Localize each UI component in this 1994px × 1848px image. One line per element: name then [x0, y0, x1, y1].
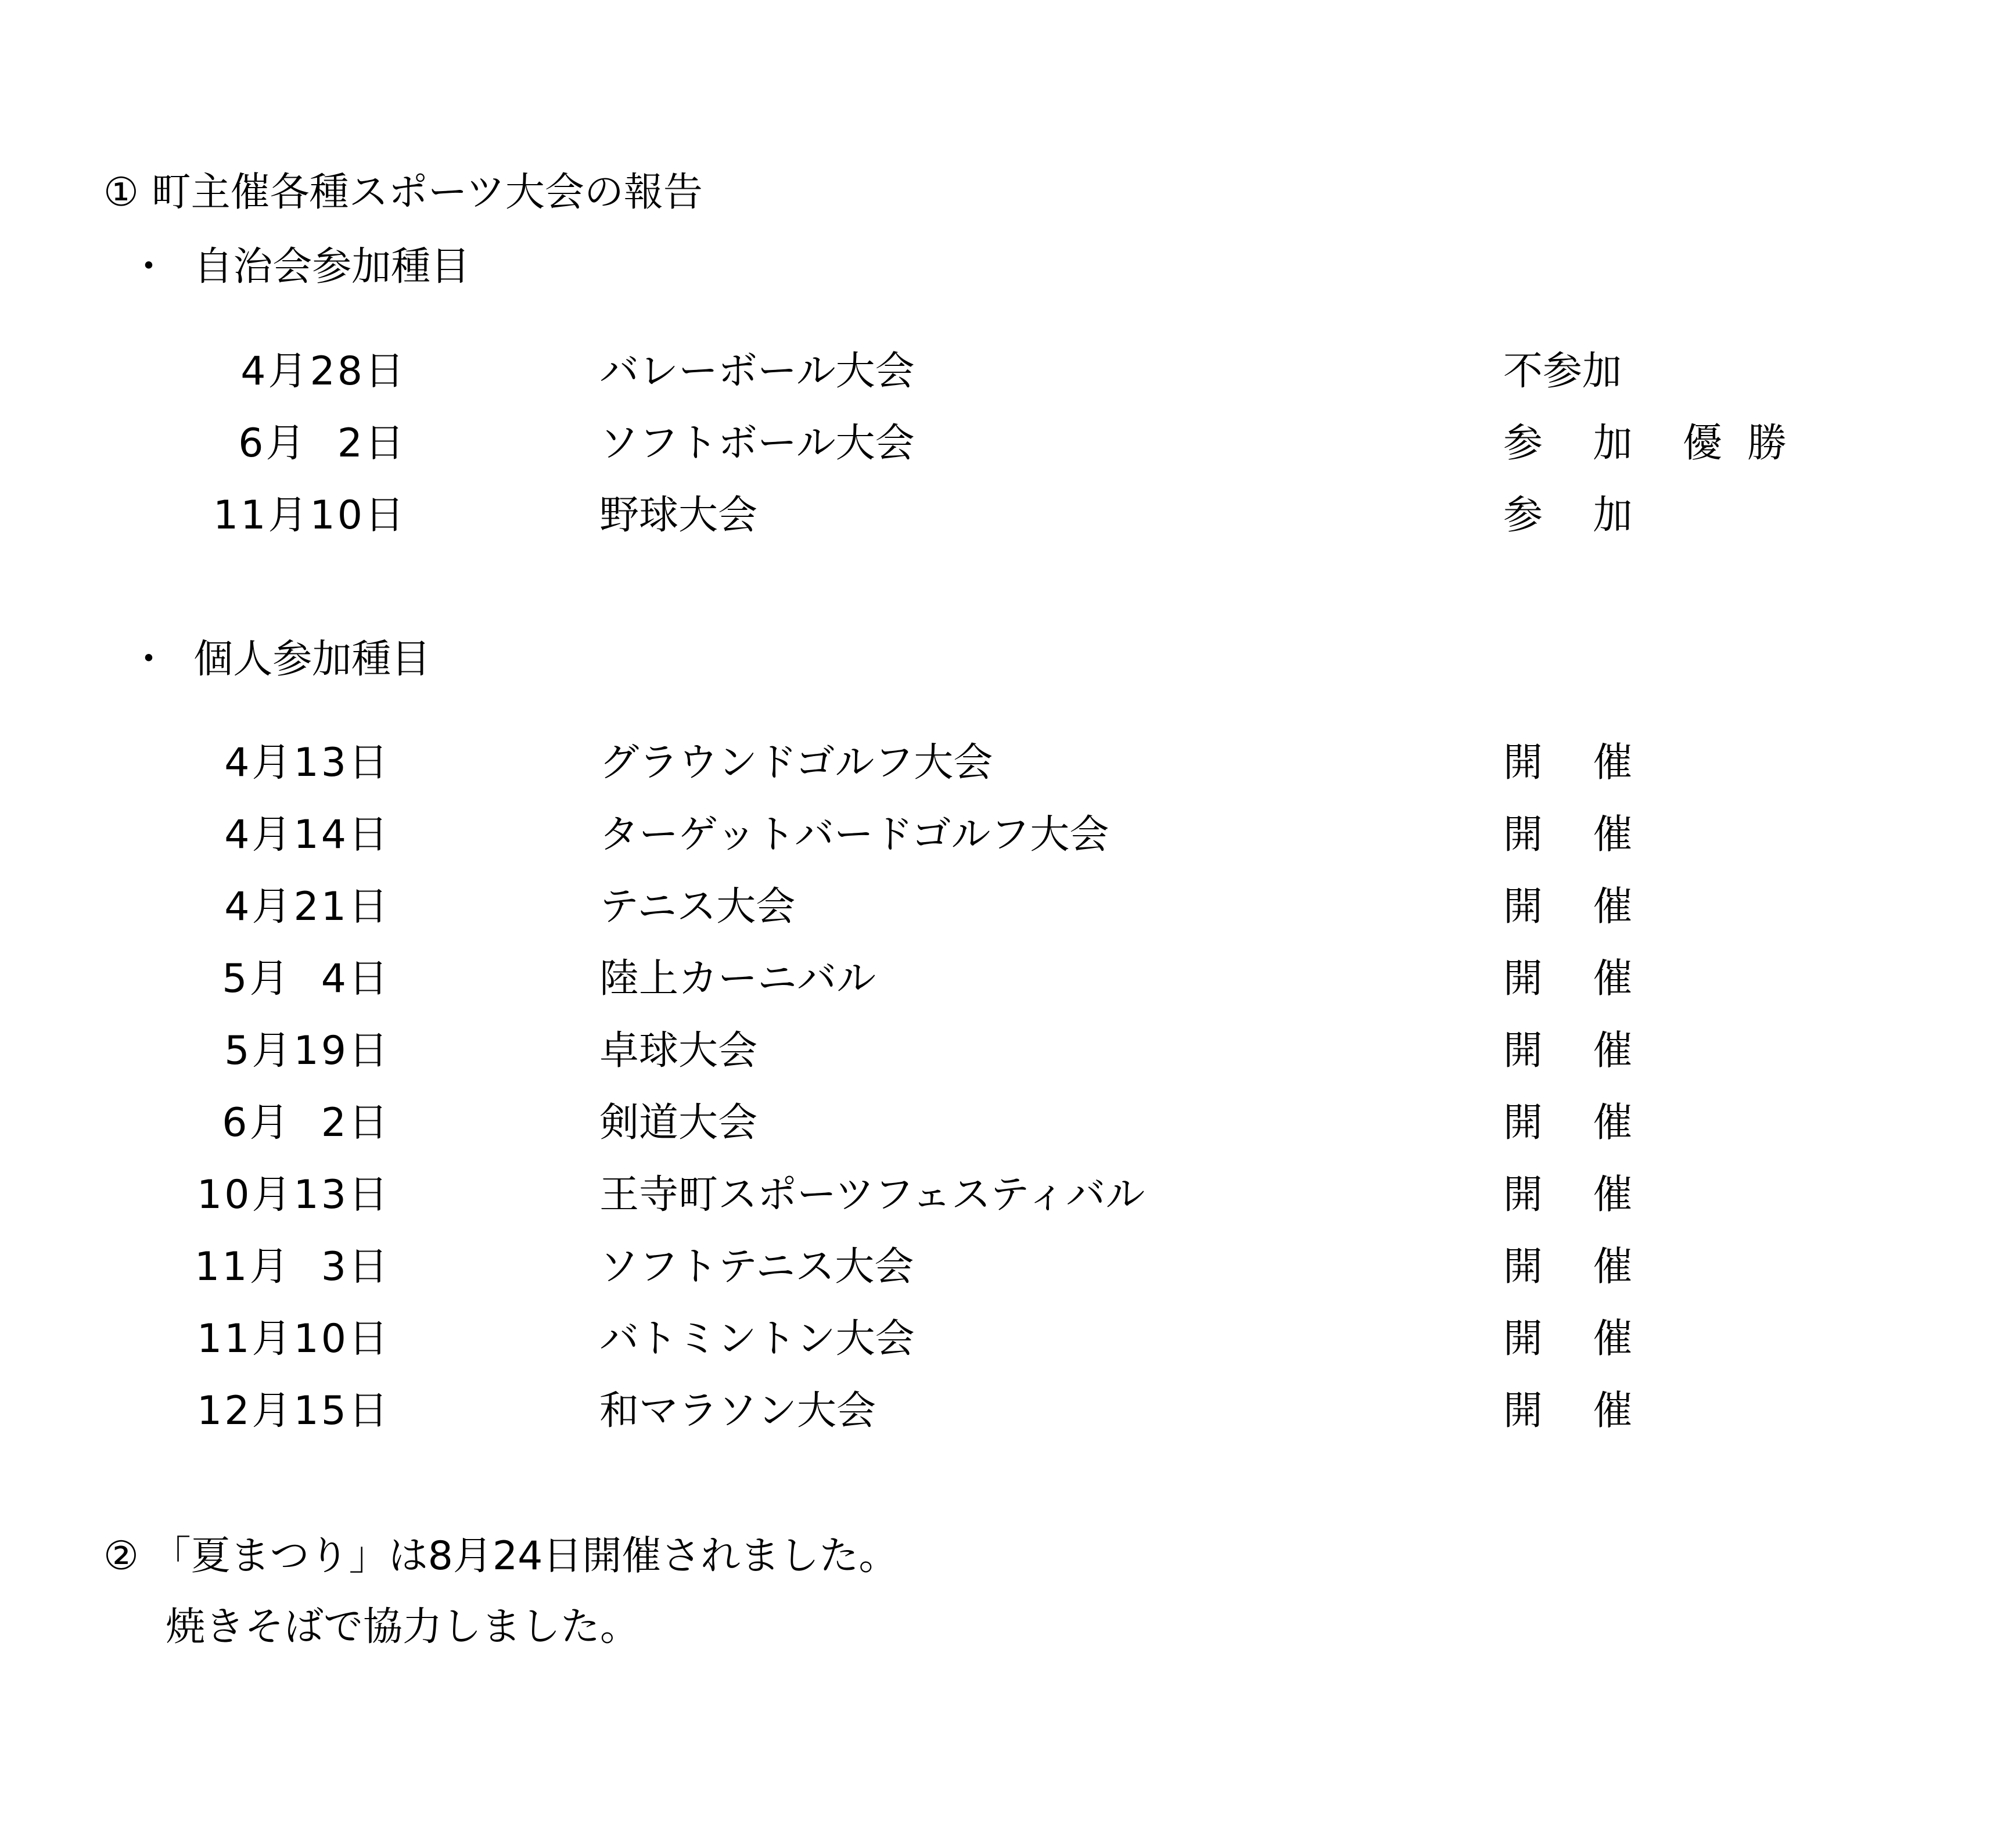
list-item [0, 1172, 1994, 1218]
status-cell: 参 加 優 勝 [1503, 420, 1787, 466]
date-cell: 4月13日 [224, 740, 390, 786]
date-cell: 11月 3日 [194, 1244, 390, 1290]
status-cell: 開 催 [1503, 956, 1633, 1002]
date-cell: 12月15日 [196, 1388, 390, 1434]
team-group-title: ・ 自治会参加種目 [129, 244, 470, 290]
date-cell: 10月13日 [196, 1172, 390, 1218]
event-cell: グラウンドゴルフ大会 [599, 740, 993, 786]
list-item [0, 1244, 1994, 1290]
event-cell: バレーボール大会 [599, 348, 915, 394]
list-item [0, 956, 1994, 1002]
date-cell: 4月21日 [224, 884, 390, 930]
status-cell: 開 催 [1503, 740, 1633, 786]
status-cell: 開 催 [1503, 1244, 1633, 1290]
event-cell: バトミントン大会 [599, 1316, 915, 1362]
event-cell: ソフトボール大会 [599, 420, 915, 466]
status-cell: 開 催 [1503, 812, 1633, 858]
event-cell: 和マラソン大会 [599, 1388, 876, 1434]
list-item [0, 1100, 1994, 1146]
status-cell: 開 催 [1503, 884, 1633, 930]
list-item [0, 740, 1994, 786]
status-cell: 不参加 [1503, 348, 1622, 394]
list-item [0, 1316, 1994, 1362]
date-cell: 11月10日 [196, 1316, 390, 1362]
list-item [0, 1388, 1994, 1434]
event-cell: 陸上カーニバル [599, 956, 876, 1002]
status-cell: 開 催 [1503, 1172, 1633, 1218]
date-cell: 6月 2日 [222, 1100, 390, 1146]
section2-line1: ② 「夏まつり」は8月24日開催されました。 [103, 1533, 899, 1579]
status-cell: 開 催 [1503, 1316, 1633, 1362]
list-item [0, 812, 1994, 858]
event-cell: 卓球大会 [599, 1028, 758, 1074]
status-cell: 開 催 [1503, 1028, 1633, 1074]
event-cell: 剣道大会 [599, 1100, 758, 1146]
event-cell: 王寺町スポーツフェスティバル [599, 1172, 1145, 1218]
date-cell: 11月10日 [213, 492, 407, 538]
event-cell: ターゲットバードゴルフ大会 [599, 812, 1109, 858]
list-item [0, 884, 1994, 930]
date-cell: 5月 4日 [222, 956, 390, 1002]
status-cell: 参 加 [1503, 492, 1633, 538]
date-cell: 6月 2日 [238, 420, 407, 466]
date-cell: 5月19日 [224, 1028, 390, 1074]
date-cell: 4月14日 [224, 812, 390, 858]
section1-heading: ① 町主催各種スポーツ大会の報告 [103, 170, 703, 215]
list-item [0, 492, 1994, 539]
status-cell: 開 催 [1503, 1100, 1633, 1146]
list-item [0, 420, 1994, 467]
date-cell: 4月28日 [240, 348, 407, 394]
individual-group-title: ・ 個人参加種目 [129, 637, 431, 682]
section2-line2: 焼きそばで協力しました。 [166, 1604, 640, 1650]
status-cell: 開 催 [1503, 1388, 1633, 1434]
event-cell: 野球大会 [599, 492, 758, 538]
event-cell: テニス大会 [599, 884, 796, 930]
event-cell: ソフトテニス大会 [599, 1244, 914, 1290]
list-item [0, 1028, 1994, 1074]
list-item [0, 348, 1994, 395]
